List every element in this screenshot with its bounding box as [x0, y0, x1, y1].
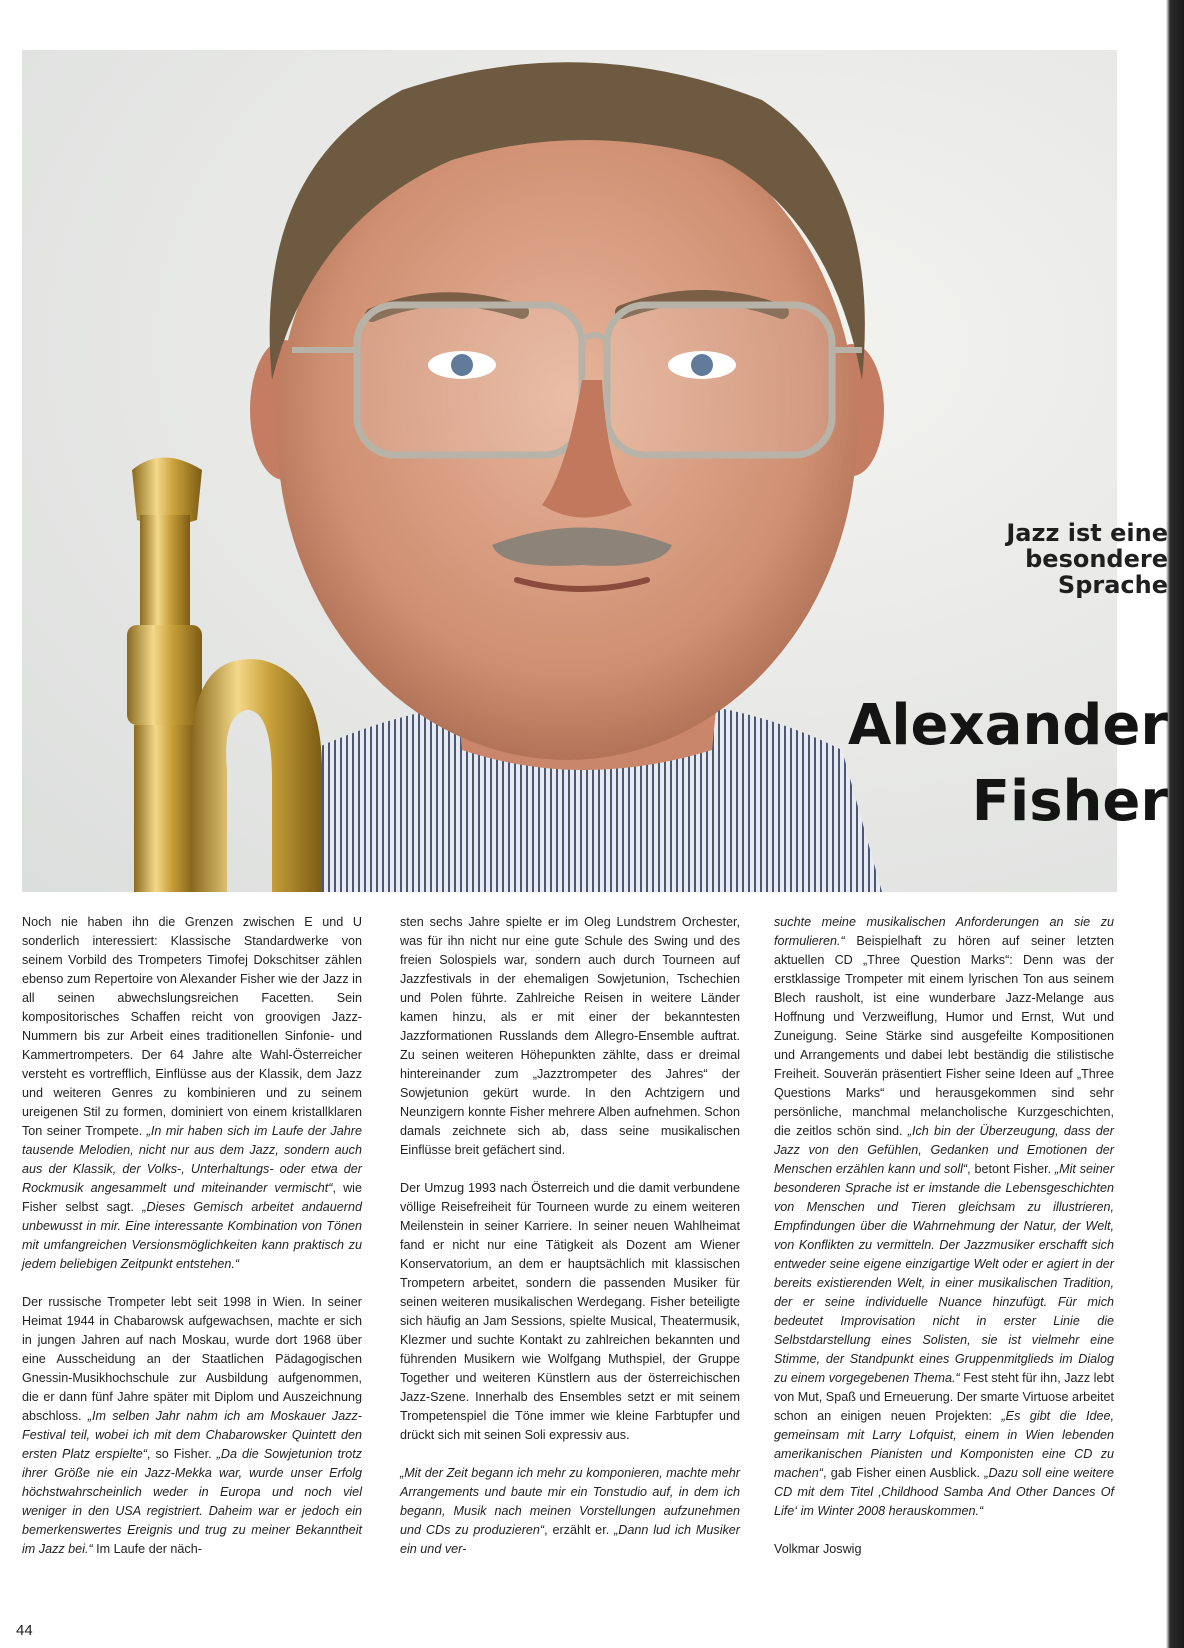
- body-text: Beispielhaft zu hören auf seiner letzten aktuellen CD „Three Question Marks“: Denn was der erstklassige Trompeter mit einem lyrischen Ton aus seinem Blech rausholt, ist eine wunderbare Jazz-Melange aus Hoffnung und Verzweiflung, Humor und Ernst, Wut und Zuneigung. Seine Stärke sind ausgefeilte Kompositionen und Arrangements und dabei lebt beständig die stilistische Freiheit. Souverän präsentiert Fisher seine Ideen auf „Three Questions Marks“ und herausgekommen sind sehr persönliche, manchmal melancholische Kurzgeschichten, die zeitlos schön sind.: [774, 934, 1114, 1138]
- quote-text: „Dieses Gemisch arbeitet andauernd unbewusst in mir. Eine interessante Kombination von Tönen mit umfangreichen Versionsmöglichkeiten kann praktisch zu jedem beliebigen Zeitpunkt entstehen.“: [22, 1200, 362, 1271]
- glasses-left-lens: [357, 305, 582, 455]
- body-text: Der Umzug 1993 nach Österreich und die damit verbundene völlige Reisefreiheit für Tourneen wurde zu einem weiteren Meilenstein in seiner Karriere. In seiner neuen Wahlheimat fand er nicht nur eine Tätigkeit als Dozent am Wiener Konservatorium, an dem er hauptsächlich mit klassischen Trompetern arbeitet, sondern die passenden Musiker für seinen weiteren musikalischen Werdegang. Fisher beteiligte sich häufig an Jam Sessions, spielte Musical, Theatermusik, Klezmer und suchte Kontakt zu zahlreichen bekannten und führenden Musikern wie Wolfgang Muthspiel, der Gruppe Together und weiteren Künstlern aus der österreichischen Jazz-Szene. Innerhalb des Ensembles setzt er mit seinem Trompetenspiel die Töne immer wie kleine Farbtupfer und drückt sich mit seinen Soli expressiv aus.: [400, 1181, 740, 1442]
- paragraph: [400, 913, 740, 1160]
- body-text: , wie Fisher selbst sagt.: [22, 1181, 362, 1214]
- author-byline: Volkmar Joswig: [774, 1542, 862, 1556]
- quote-text: „Mit seiner besonderen Sprache ist er imstande die Lebensgeschichten von Menschen und Tieren gleichsam zu illustrieren, Empfindungen über die Wahrnehmung der Natur, der Welt, von Konflikten zu vermitteln. Der Jazzmusiker erschafft sich entweder seine eigene einzigartige Welt oder er agiert in der bereits existierenden Welt, in einer musikalischen Tradition, der er seine individuelle Nuance hinzufügt. Für mich bedeutet Improvisation nicht in erster Linie die Selbstdarstellung eines Solisten, sie ist vielmehr eine Stimme, der Standpunkt eines Gruppenmitglieds im Dialog zu einem vorgegebenen Thema.“: [774, 1162, 1115, 1385]
- quote-text: „Im selben Jahr nahm ich am Moskauer Jazz-Festival teil, wobei ich mit dem Chabarowsker Quintett den ersten Platz erspielte“: [22, 1409, 363, 1461]
- body-text: Im Laufe der näch-: [92, 1542, 202, 1556]
- paragraph: [774, 913, 1114, 1521]
- paragraph: [400, 1179, 740, 1445]
- subtitle-line-3: Sprache: [1057, 571, 1168, 599]
- article-title: [748, 688, 1184, 840]
- glasses-right-lens: [607, 305, 832, 455]
- body-text: Der russische Trompeter lebt seit 1998 in Wien. In seiner Heimat 1944 in Chabarowsk aufgewachsen, machte er sich in jungen Jahren auf nach Moskau, wurde dort 1968 über eine Ausscheidung an der Staatlichen Pädagogischen Gnessin-Musikhochschule zur Ausbildung aufgenommen, die er dann fünf Jahre später mit Diplom und Auszeichnung abschloss.: [22, 1295, 362, 1423]
- body-text: , gab Fisher einen Ausblick.: [823, 1466, 985, 1480]
- title-last-name: Fisher: [971, 769, 1168, 834]
- title-first-name: Alexander: [848, 693, 1168, 758]
- quote-text: „Da die Sowjetunion trotz ihrer Größe nie ein Jazz-Mekka war, wurde unser Erfolg höchstwahrscheinlich weder in Europa und noch viel weniger in den USA registriert. Daheim war er jedoch ein bemerkenswertes Ereignis und trug zu meiner Bekanntheit im Jazz bei.“: [22, 1447, 363, 1556]
- quote-text: „In mir haben sich im Laufe der Jahre tausende Melodien, nicht nur aus dem Jazz, sondern auch aus der Klassik, der Volks-, Unterhaltungs- oder etwa der Rockmusik angesammelt und miteinander vermischt“: [22, 1124, 362, 1195]
- body-text: , so Fisher.: [146, 1447, 217, 1461]
- text-column-2: [400, 913, 740, 1578]
- subtitle-line-2: besondere: [1025, 545, 1168, 573]
- subtitle-line-1: Jazz ist eine: [1006, 519, 1168, 547]
- quote-text: „Mit der Zeit begann ich mehr zu komponieren, machte mehr Arrangements und baute mir ein Tonstudio auf, in dem ich begann, Musik nach meinen Vorstellungen aufzunehmen und CDs zu produzieren“: [400, 1466, 740, 1537]
- quote-text: suchte meine musikalischen Anforderungen an sie zu formulieren.“: [774, 915, 1114, 948]
- page-number: 44: [16, 1622, 33, 1639]
- body-text: , betont Fisher.: [967, 1162, 1055, 1176]
- text-column-1: [22, 913, 362, 1578]
- body-text: sten sechs Jahre spielte er im Oleg Lundstrem Orchester, was für ihn nicht nur eine gute Schule des Swing und des freien Solospiels war, sondern auch durch Tourneen auf Jazzfestivals in der ehemaligen Sowjetunion, Tschechien und Polen führte. Zahlreiche Reisen in weitere Länder kamen hinzu, als er mit einer der bekanntesten Jazzformationen Russlands dem Allegro-Ensemble auftrat. Zu seinen weiteren Höhepunkten zählte, dass er dreimal hintereinander zum „Jazztrompeter des Jahres“ der Sowjetunion gekürt wurde. In den Achtzigern und Neunzigern konnte Fisher mehrere Alben aufnehmen. Schon damals zeichnete sich ab, dass seine musikalischen Einflüsse breit gefächert sind.: [400, 915, 740, 1157]
- paragraph: [22, 913, 362, 1274]
- paragraph: [400, 1464, 740, 1559]
- article-subtitle: [868, 520, 1184, 598]
- quote-text: „Dazu soll eine weitere CD mit dem Titel ‚Childhood Samba And Other Dances Of Life‘ im Winter 2008 herauskommen.“: [774, 1466, 1114, 1518]
- paragraph: [22, 1293, 362, 1559]
- text-column-3: [774, 913, 1114, 1559]
- quote-text: „Dann lud ich Musiker ein und ver-: [400, 1523, 740, 1556]
- body-text: Noch nie haben ihn die Grenzen zwischen E und U sonderlich interessiert: Klassische Standardwerke von seinem Vorbild des Trompeters Timofej Dokschitser zählen ebenso zum Repertoire von Alexander Fisher wie der Jazz in all seinen abwechslungsreichen Facetten. Sein kompositorisches Schaffen reicht von groovigen Jazz-Nummern bis zur Arbeit eines traditionellen Sinfonie- und Kammertrompeters. Der 64 Jahre alte Wahl-Österreicher versteht es vortrefflich, Einflüsse aus der Klassik, dem Jazz und weiteren Genres zu kombinieren und zu seinem ureigenen Stil zu formen, dominiert von einem kristallklaren Ton seiner Trompete.: [22, 915, 362, 1138]
- body-text: Fest steht für ihn, Jazz lebt von Mut, Spaß und Erneuerung. Der smarte Virtuose arbeitet schon an einigen neuen Projekten:: [774, 1371, 1114, 1423]
- quote-text: „Ich bin der Überzeugung, dass der Jazz von den Gefühlen, Gedanken und Emotionen der Menschen erzählen kann und soll“: [774, 1124, 1114, 1176]
- quote-text: „Es gibt die Idee, gemeinsam mit Larry Lofquist, einem in Wien lebenden amerikanischen Pianisten und Komponisten eine CD zu machen“: [774, 1409, 1114, 1480]
- body-text: , erzählt er.: [544, 1523, 615, 1537]
